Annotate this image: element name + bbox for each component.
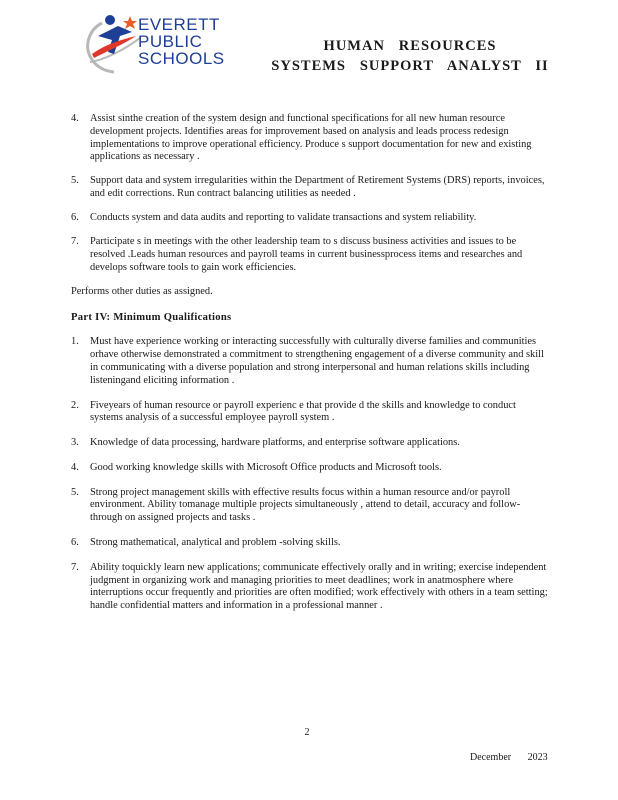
- title-line-1: HUMAN RESOURCES: [323, 38, 497, 54]
- list-item: [71, 400, 549, 426]
- logo-line-2: PUBLIC: [138, 32, 203, 51]
- item-number: 2.: [71, 399, 79, 411]
- item-number: 7.: [71, 561, 79, 573]
- item-text: Support data and system irregularities within the Department of Retirement Systems (DRS) reports, invoices, and edit corrections. Run contract balancing utilities as needed .: [90, 175, 545, 200]
- title-line-2: SYSTEMS SUPPORT ANALYST II: [271, 58, 549, 74]
- page-number: 2: [304, 727, 310, 738]
- list-item: [71, 236, 549, 274]
- qualifications-list: [71, 336, 549, 613]
- item-number: 1.: [71, 336, 79, 348]
- item-text: Participate s in meetings with the other leadership team to s discuss business activities and issues to be resolved .Leads human resources and payroll teams in current businessprocess items and researches and develops software tools to gain work efficiencies.: [90, 236, 523, 273]
- item-text: Strong mathematical, analytical and problem -solving skills.: [90, 537, 341, 549]
- list-item: [71, 537, 549, 550]
- other-duties-text: Performs other duties as assigned.: [71, 285, 213, 297]
- logo-line-1: EVERETT: [138, 15, 220, 34]
- item-text: Good working knowledge skills with Microsoft Office products and Microsoft tools.: [90, 461, 442, 473]
- item-text: Must have experience working or interacting successfully with culturally diverse families and communities orhave otherwise demonstrated a commitment to strengthening engagement of a diverse community and skill in communicating with a diverse population and strong interpersonal and human relations skills including listeningand eliciting information .: [90, 336, 544, 386]
- item-text: Strong project management skills with effective results focus within a human resource and/or payroll environment. Ability tomanage multiple projects simultaneously , attend to detail, accuracy and follow-through on assigned projects and tasks .: [90, 486, 521, 524]
- list-item: [71, 562, 549, 613]
- list-item: [71, 487, 549, 525]
- document-title: [260, 36, 560, 76]
- item-number: 5.: [71, 175, 79, 187]
- item-number: 4.: [71, 461, 79, 473]
- district-logo: [84, 10, 244, 80]
- logo-line-3: SCHOOLS: [138, 49, 225, 68]
- item-number: 7.: [71, 236, 79, 248]
- item-number: 3.: [71, 437, 79, 449]
- list-item: [71, 462, 549, 475]
- section-heading: Part IV: Minimum Qualifications: [71, 311, 232, 323]
- item-text: Ability toquickly learn new applications; communicate effectively orally and in writing; exercise independent judgment in organizing work and managing priorities to meet deadlines; work in anatmosphere where interruptions occur frequently and priorities are often modified; work effectively with others in a team setting; handle confidential matters and information in a professional manner .: [90, 561, 548, 612]
- duties-list: [71, 113, 549, 275]
- list-item: [71, 113, 549, 164]
- item-text: Fiveyears of human resource or payroll experienc e that provide d the skills and knowledge to conduct systems analysis of a successful employee payroll system .: [90, 399, 516, 424]
- item-number: 6.: [71, 212, 79, 224]
- item-text: Assist sinthe creation of the system design and functional specifications for all new human resource development projects. Identifies areas for improvement based on analysis and leads process redesign implementations to improve operational efficiency. Produce s support documentation for new and existing applications as necessary .: [90, 113, 532, 163]
- revision-date: December 2023: [470, 752, 548, 763]
- document-body: [71, 113, 549, 625]
- list-item: [71, 336, 549, 387]
- list-item: [71, 175, 549, 201]
- item-number: 5.: [71, 486, 79, 498]
- list-item: [71, 437, 549, 450]
- item-number: 6.: [71, 537, 79, 549]
- list-item: [71, 212, 549, 225]
- item-text: Conducts system and data audits and reporting to validate transactions and system reliability.: [90, 212, 477, 224]
- item-text: Knowledge of data processing, hardware platforms, and enterprise software applications.: [90, 437, 460, 449]
- item-number: 4.: [71, 113, 79, 124]
- logo-emblem-icon: [84, 10, 144, 80]
- logo-wordmark: [138, 16, 225, 67]
